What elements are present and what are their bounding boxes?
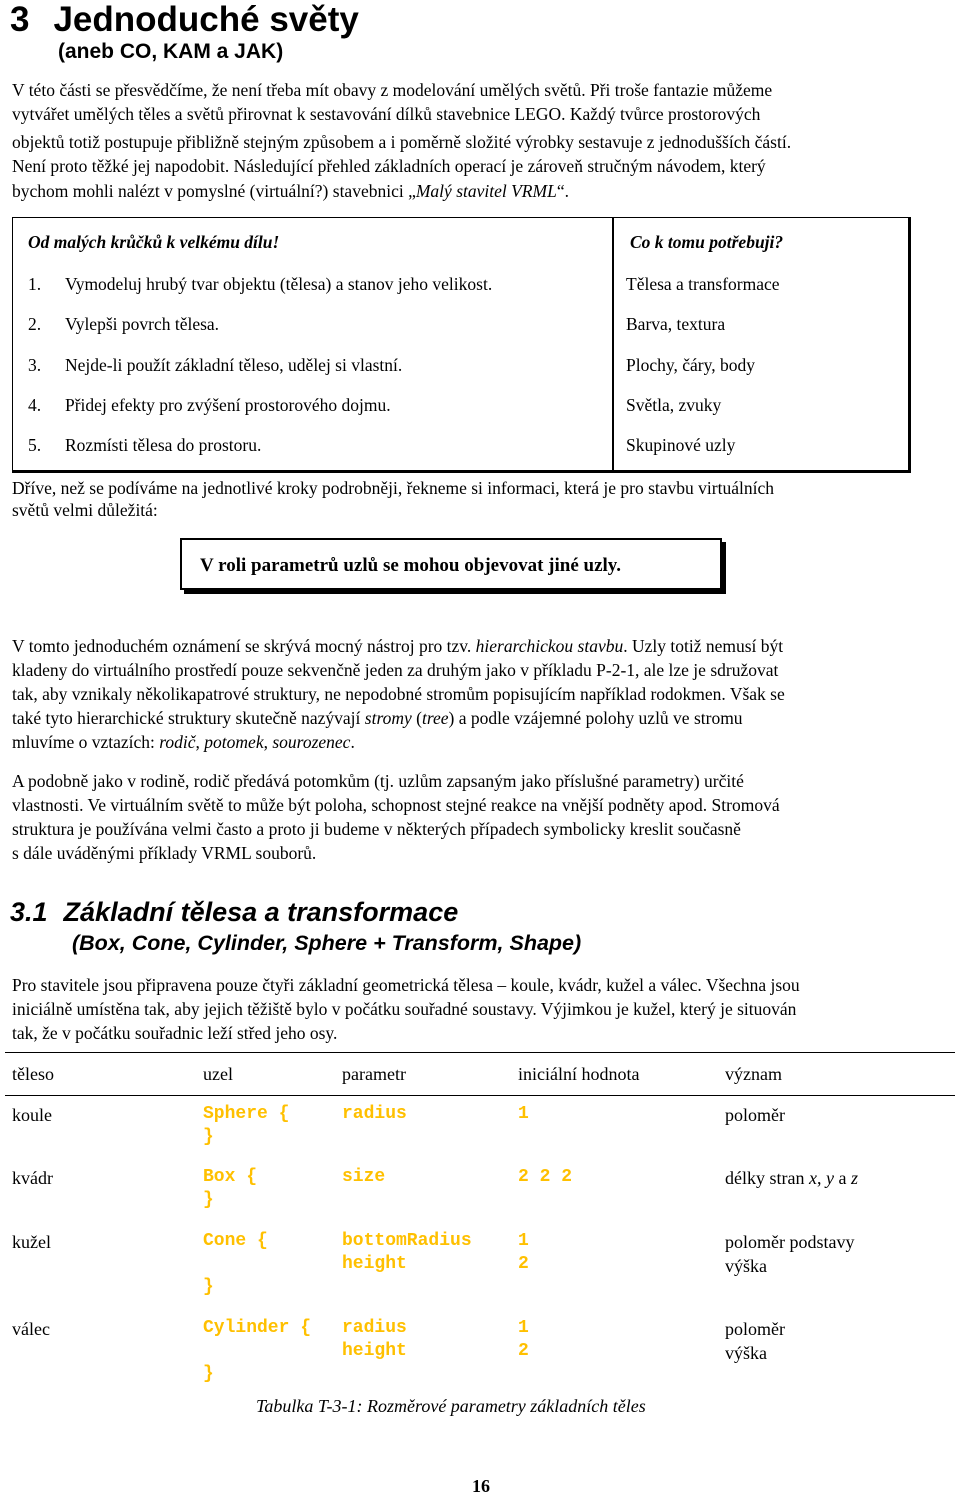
code-close: }: [203, 1127, 214, 1147]
intro-line-4: Není proto těžké jej napodobit. Následující přehled základních operací je zároveň stručným návodem, který: [12, 156, 766, 176]
steps-header-left: Od malých krůčků k velkému dílu!: [28, 232, 280, 252]
code-param: height: [342, 1341, 407, 1361]
code-close: }: [203, 1277, 214, 1297]
step-number: 5.: [28, 435, 42, 455]
shapes-table: [5, 1052, 955, 1389]
section-subtitle: (Box, Cone, Cylinder, Sphere + Transform, Shape): [72, 931, 582, 955]
shapes-line-2: iniciálně umístěna tak, aby jejich těžiště bylo v počátku souřadné soustavy. Výjimkou je kužel, který je situován: [12, 999, 797, 1019]
code-value: 1: [518, 1231, 529, 1251]
table-cell-body: válec: [12, 1319, 50, 1339]
chapter-title: Jednoduché světy: [53, 0, 359, 39]
step-number: 4.: [28, 395, 42, 415]
code-param: radius: [342, 1318, 407, 1338]
chapter-heading: [10, 0, 359, 40]
table-cell-meaning: výška: [725, 1343, 767, 1363]
family-line-4: s dále uváděnými příklady VRML souborů.: [12, 843, 317, 863]
step-number: 2.: [28, 314, 42, 334]
table-cell-body: kvádr: [12, 1168, 53, 1188]
code-value: 2: [518, 1341, 529, 1361]
table-cell-meaning: poloměr podstavy: [725, 1232, 855, 1252]
intro-line-1: V této části se přesvědčíme, že není třeba mít obavy z modelování umělých světů. Při troše fantazie můžeme: [12, 80, 773, 100]
hier-line-4: také tyto hierarchické struktury skutečně nazývají stromy (tree) a podle vzájemné polohy uzlů ve stromu: [12, 708, 743, 728]
shapes-line-3: tak, že v počátku souřadnic leží střed jeho osy.: [12, 1023, 338, 1043]
before-line-2: světů velmi důležitá:: [12, 500, 158, 520]
family-line-3: struktura je používána velmi často a proto ji budeme v některých případech symbolicky kreslit současně: [12, 819, 741, 839]
intro-line-2: vytvářet umělých těles a světů přirovnat k sestavování dílků stavebnice LEGO. Každý tvůrce prostorových: [12, 104, 761, 124]
chapter-subtitle: (aneb CO, KAM a JAK): [58, 40, 284, 63]
hier-line-1: V tomto jednoduchém oznámení se skrývá mocný nástroj pro tzv. hierarchickou stavbu. Uzly totiž nemusí být: [12, 636, 784, 656]
step-need: Skupinové uzly: [626, 435, 736, 455]
step-need: Tělesa a transformace: [626, 274, 780, 294]
hier-line-2: kladeny do virtuálního prostředí pouze sekvenčně jeden za druhým jako v příkladu P-2-1, ale lze je sdružovat: [12, 660, 779, 680]
code-param: radius: [342, 1104, 407, 1124]
before-line-1: Dříve, než se podíváme na jednotlivé kroky podrobněji, řekneme si informaci, která je pro stavbu virtuálních: [12, 478, 774, 498]
shapes-line-1: Pro stavitele jsou připravena pouze čtyři základní geometrická tělesa – koule, kvádr, kužel a válec. Všechna jsou: [12, 975, 800, 995]
code-node: Cylinder {: [203, 1318, 312, 1338]
code-value: 2: [518, 1254, 529, 1274]
page-number: 16: [472, 1476, 490, 1496]
table-cell-meaning: délky stran x, y a z: [725, 1168, 858, 1188]
code-close: }: [203, 1190, 214, 1210]
step-text: Vymodeluj hrubý tvar objektu (tělesa) a stanov jeho velikost.: [65, 274, 493, 294]
table-cell-body: koule: [12, 1105, 52, 1125]
section-heading: [10, 897, 458, 928]
family-line-1: A podobně jako v rodině, rodič předává potomkům (tj. uzlům zapsaným jako příslušné parametry) určité: [12, 771, 744, 791]
step-text: Rozmísti tělesa do prostoru.: [65, 435, 262, 455]
step-text: Vylepši povrch tělesa.: [65, 314, 220, 334]
intro-line-5: bychom mohli nalézt v pomyslné (virtuální?) stavebnici „Malý stavitel VRML“.: [12, 181, 569, 201]
code-param: size: [342, 1167, 386, 1187]
table-header-cell: iniciální hodnota: [518, 1064, 640, 1084]
table-caption: Tabulka T-3-1: Rozměrové parametry základních těles: [256, 1396, 646, 1416]
chapter-number: 3: [10, 0, 30, 39]
intro-line-3: objektů totiž postupuje přibližně stejným způsobem a i poměrně složité výrobky sestavuje z jednodušších částí.: [12, 132, 792, 152]
code-node: Cone {: [203, 1231, 268, 1251]
section-title: Základní tělesa a transformace: [63, 897, 459, 927]
table-header-cell: význam: [725, 1064, 782, 1084]
code-value: 1: [518, 1104, 529, 1124]
table-cell-body: kužel: [12, 1232, 51, 1252]
code-param: height: [342, 1254, 407, 1274]
step-need: Světla, zvuky: [626, 395, 722, 415]
table-header-divider: [5, 1095, 955, 1096]
steps-header-right: Co k tomu potřebuji?: [630, 232, 784, 252]
code-param: bottomRadius: [342, 1231, 472, 1251]
table-cell-meaning: poloměr: [725, 1105, 785, 1125]
step-need: Barva, textura: [626, 314, 726, 334]
table-header-cell: uzel: [203, 1064, 233, 1084]
code-close: }: [203, 1364, 214, 1384]
code-node: Sphere {: [203, 1104, 290, 1124]
step-text: Nejde-li použít základní těleso, udělej si vlastní.: [65, 355, 403, 375]
callout-box: V roli parametrů uzlů se mohou objevovat jiné uzly.: [180, 538, 722, 590]
hier-line-5: mluvíme o vztazích: rodič, potomek, sourozenec.: [12, 732, 355, 752]
hier-line-3: tak, aby vznikaly několikapatrové struktury, ne nepodobné stromům popisujícím například rodokmen. Však se: [12, 684, 785, 704]
code-value: 1: [518, 1318, 529, 1338]
table-header-cell: těleso: [12, 1064, 54, 1084]
table-cell-meaning: poloměr: [725, 1319, 785, 1339]
steps-divider: [612, 218, 614, 470]
step-need: Plochy, čáry, body: [626, 355, 755, 375]
step-text: Přidej efekty pro zvýšení prostorového dojmu.: [65, 395, 391, 415]
step-number: 1.: [28, 274, 42, 294]
table-header-cell: parametr: [342, 1064, 406, 1084]
step-number: 3.: [28, 355, 42, 375]
section-number: 3.1: [10, 897, 48, 927]
code-node: Box {: [203, 1167, 258, 1187]
intro-italic: Malý stavitel VRML: [415, 181, 557, 201]
table-cell-meaning: výška: [725, 1256, 767, 1276]
family-line-2: vlastnosti. Ve virtuálním světě to může být poloha, schopnost stejné reakce na vnější podněty apod. Stromová: [12, 795, 780, 815]
code-value: 2 2 2: [518, 1167, 573, 1187]
